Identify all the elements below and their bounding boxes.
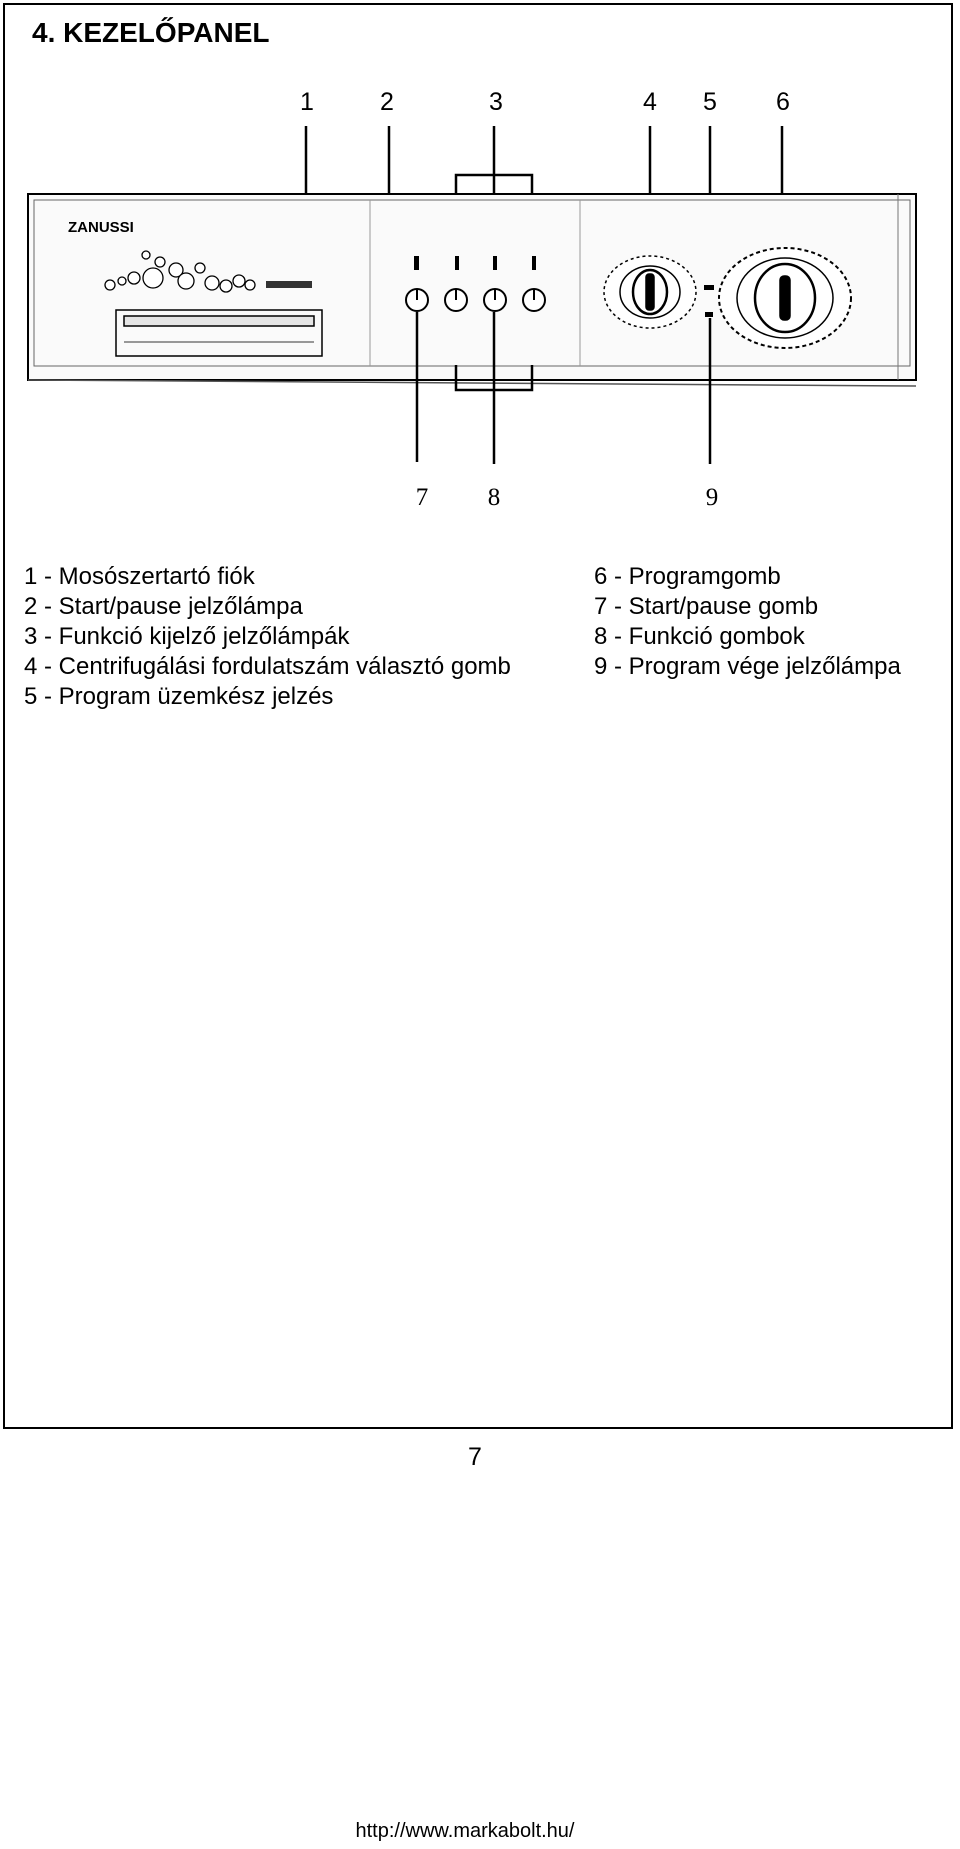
callout-9: 9 (705, 484, 719, 511)
legend-item-1: 1 - Mosószertartó fiók (24, 563, 255, 590)
brand-logo: ZANUSSI (68, 219, 134, 236)
legend-item-3: 3 - Funkció kijelző jelzőlámpák (24, 623, 350, 650)
section-title: 4. KEZELŐPANEL (32, 17, 270, 48)
callout-3: 3 (489, 88, 503, 116)
program-ready-light (704, 285, 714, 290)
legend-item-8: 8 - Funkció gombok (594, 623, 805, 650)
spin-speed-knob[interactable] (604, 256, 696, 328)
legend-item-6: 6 - Programgomb (594, 563, 781, 590)
legend-left (24, 562, 511, 712)
legend-right (594, 562, 901, 682)
callout-2: 2 (380, 88, 394, 116)
callout-1: 1 (300, 88, 314, 116)
legend-item-7: 7 - Start/pause gomb (594, 593, 819, 620)
callout-6: 6 (776, 88, 790, 116)
control-panel-diagram (0, 70, 960, 530)
callout-5: 5 (703, 88, 717, 116)
legend-item-4: 4 - Centrifugálási fordulatszám választó gomb (24, 653, 511, 680)
legend-item-2: 2 - Start/pause jelzőlámpa (24, 593, 303, 620)
legend-item-9: 9 - Program vége jelzőlámpa (594, 653, 901, 680)
footer-url[interactable]: http://www.markabolt.hu/ (355, 1820, 575, 1842)
legend-item-5: 5 - Program üzemkész jelzés (24, 683, 334, 710)
program-end-light (705, 312, 713, 317)
program-knob[interactable] (719, 248, 851, 348)
model-label (266, 281, 312, 288)
page-number: 7 (468, 1443, 482, 1471)
callout-4: 4 (643, 88, 657, 116)
callout-8: 8 (487, 484, 501, 511)
callout-7: 7 (415, 484, 429, 511)
